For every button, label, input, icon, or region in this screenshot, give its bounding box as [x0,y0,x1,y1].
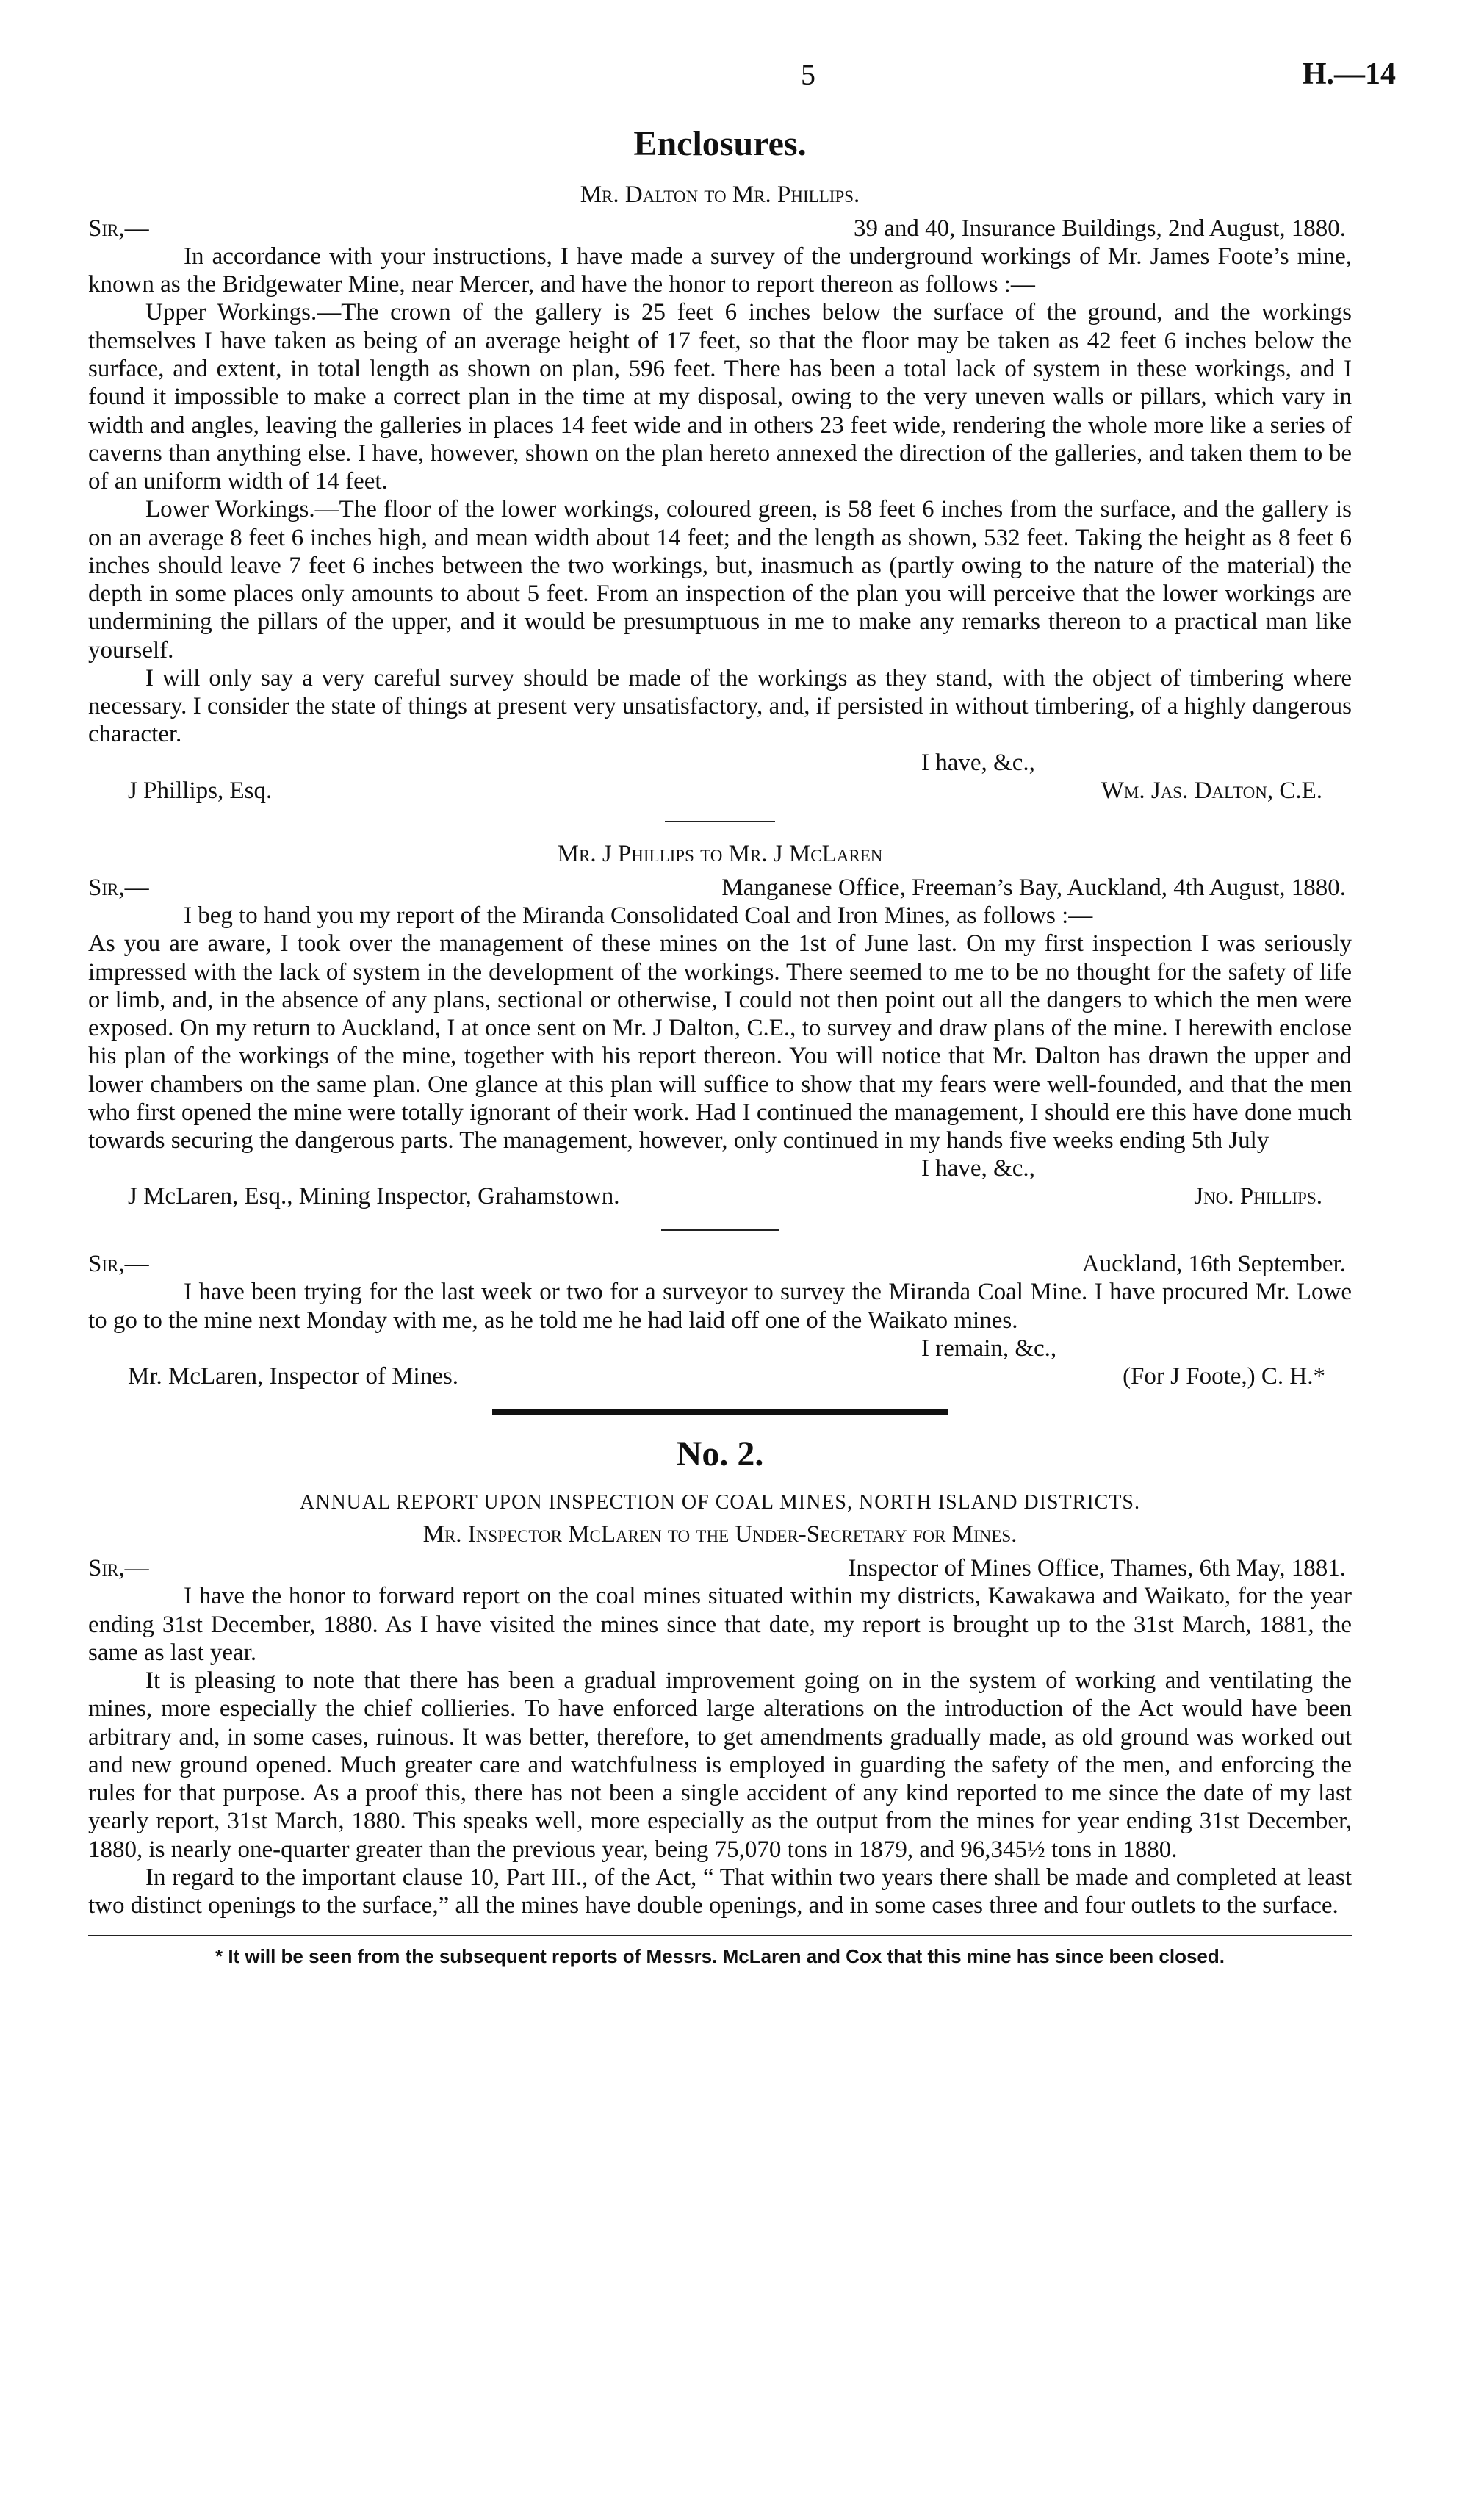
section2-paragraph-2: It is pleasing to note that there has been a gradual improvement going on in the system of working and ventilating the mines, more especially the chief collieries. To have enforced large alterations on the introduction of the Act would have been arbitrary and, in some cases, ruinous. It was better, therefore, to get amendments gradually made, as old ground was worked out and new ground opened. Much greater care and watchfulness is employed in guarding the safety of the men, and enforcing the rules for that purpose. As a proof this, there has not been a single accident of any kind reported to me since the date of my last yearly report, 31st March, 1880. This speaks well, more especially as the output from the mines for year ending 31st December, 1880, is nearly one-quarter greater than the previous year, being 75,070 tons in 1879, and 96,345½ tons in 1880. [88,1667,1352,1863]
section-divider [665,821,775,822]
letter3-salutation: Sir,— [88,1251,149,1278]
letter2-closing: I have, &c., [921,1155,1035,1182]
section2-salutation: Sir,— [88,1555,149,1582]
page-header [88,51,1396,96]
letter3-salutation-row [88,1250,1352,1278]
footnote: * It will be seen from the subsequent reports of Messrs. McLaren and Cox that this mine has since been closed. [215,1944,1225,1967]
letter2-salutation: Sir,— [88,874,149,901]
letter1-sign-row [88,777,1352,805]
letter1-paragraph-2: Upper Workings.—The crown of the gallery is 25 feet 6 inches below the surface of the ground, and the workings themselves I have taken as being of an average height of 17 feet, so that the floor may be taken as 42 feet 6 inches below the surface, and extent, in total length as shown on plan, 596 feet. There has been a total lack of system in these workings, and I found it impossible to make a correct plan in the time at my disposal, owing to the very uneven walls or pillars, which vary in width and angles, leaving the galleries in places 14 feet wide and in others 23 feet wide, rendering the whole more like a series of caverns than anything else. I have, however, shown on the plan hereto annexed the direction of the galleries, and taken them to be of an uniform width of 14 feet. [88,299,1352,495]
letter2-signature: Jno. Phillips. [1194,1183,1322,1210]
section2-report-heading: ANNUAL REPORT UPON INSPECTION OF COAL MINES, NORTH ISLAND DISTRICTS. [300,1490,1140,1514]
enclosures-title: Enclosures. [633,124,807,163]
letter1-addressee: J Phillips, Esq. [128,777,273,804]
letter3-paragraph-1: I have been trying for the last week or two for a surveyor to survey the Miranda Coal Mine. I have procured Mr. Lowe to go to the mine next Monday with me, as he told me he had laid off one of the Waikato mines. [88,1279,1352,1334]
section2-paragraph-1: I have the honor to forward report on the coal mines situated within my districts, Kawakawa and Waikato, for the year ending 31st December, 1880. As I have visited the mines since that date, my report is brought up to the 31st March, 1881, the same as last year. [88,1583,1352,1666]
section2-title: No. 2. [676,1434,764,1473]
page-content [88,123,1352,1967]
letter2-paragraph-2: As you are aware, I took over the management of these mines on the 1st of June last. On my first inspection I was seriously impressed with the lack of system in the development of the workings. There seemed to me to be no thought for the safety of life or limb, and, in the absence of any plans, sectional or otherwise, I could not then point out all the dangers to which the men were exposed. On my return to Auckland, I at once sent on Mr. J Dalton, C.E., to survey and draw plans of the mine. I herewith enclose his plan of the workings of the mine, together with his report thereon. You will notice that Mr. Dalton has drawn the upper and lower chambers on the same plan. One glance at this plan will suffice to show that my fears were well-founded, and that the men who first opened the mine were totally ignorant of their work. Had I continued the management, I should ere this have done much towards securing the dangerous parts. The management, however, only continued in my hands five weeks ending 5th July [88,930,1352,1154]
footnote-rule [88,1935,1352,1936]
page-number: 5 [801,58,815,91]
letter1-closing: I have, &c., [921,749,1035,776]
letter3-signature: (For J Foote,) C. H.* [1123,1362,1325,1390]
letter3-address-date: Auckland, 16th September. [1081,1251,1346,1278]
section2-letter-heading: Mr. Inspector McLaren to the Under-Secretary for Mines. [422,1521,1017,1548]
letter1-paragraph-1: In accordance with your instructions, I have made a survey of the underground workings of Mr. James Foote’s mine, known as the Bridgewater Mine, near Mercer, and have the honor to report thereon as follows :— [88,243,1352,298]
section2-address-date: Inspector of Mines Office, Thames, 6th May, 1881. [848,1555,1346,1582]
section2-paragraph-3: In regard to the important clause 10, Part III., of the Act, “ That within two years there shall be made and completed at least two distinct openings to the surface,” all the mines have double openings, and in some cases three and four outlets to the surface. [88,1864,1352,1919]
letter1-salutation-row [88,215,1352,243]
letter1-paragraph-3: Lower Workings.—The floor of the lower workings, coloured green, is 58 feet 6 inches from the surface, and the gallery is on an average 8 feet 6 inches high, and mean width about 14 feet; and the length as shown, 532 feet. Taking the height as 8 feet 6 inches should leave 7 feet 6 inches between the two workings, but, inasmuch as (partly owing to the nature of the material) the depth in some places only amounts to about 5 feet. From an inspection of the plan you will perceive that the lower workings are undermining the pillars of the upper, and it would be presumptuous in me to make any remarks thereon to a practical man like yourself. [88,496,1352,664]
document-reference: H.—14 [1302,57,1396,91]
section2-salutation-row [88,1554,1352,1582]
letter1-address-date: 39 and 40, Insurance Buildings, 2nd August, 1880. [853,215,1346,242]
letter2-addressee: J McLaren, Esq., Mining Inspector, Grahamstown. [128,1183,620,1210]
letter3-sign-row [88,1362,1352,1390]
letter3-closing-row [88,1335,1352,1362]
letter2-paragraph-1: I beg to hand you my report of the Miranda Consolidated Coal and Iron Mines, as follows :— [184,902,1093,929]
letter1-heading: Mr. Dalton to Mr. Phillips. [580,181,860,208]
letter1-paragraph-4: I will only say a very careful survey should be made of the workings as they stand, with the object of timbering where necessary. I consider the state of things at present very unsatisfactory, and, if persisted in without timbering, of a highly dangerous character. [88,664,1352,748]
letter2-closing-row [88,1154,1352,1182]
section-divider [661,1229,779,1231]
letter2-salutation-row [88,874,1352,902]
letter1-signature: Wm. Jas. Dalton, C.E. [1101,777,1322,804]
major-section-divider [492,1409,948,1415]
letter1-closing-row [88,749,1352,777]
letter3-addressee: Mr. McLaren, Inspector of Mines. [128,1362,458,1390]
letter2-heading: Mr. J Phillips to Mr. J McLaren [557,840,883,867]
letter2-sign-row [88,1182,1352,1210]
letter2-address-date: Manganese Office, Freeman’s Bay, Auckland, 4th August, 1880. [721,874,1346,901]
letter1-salutation: Sir,— [88,215,149,242]
letter3-closing: I remain, &c., [921,1335,1057,1362]
